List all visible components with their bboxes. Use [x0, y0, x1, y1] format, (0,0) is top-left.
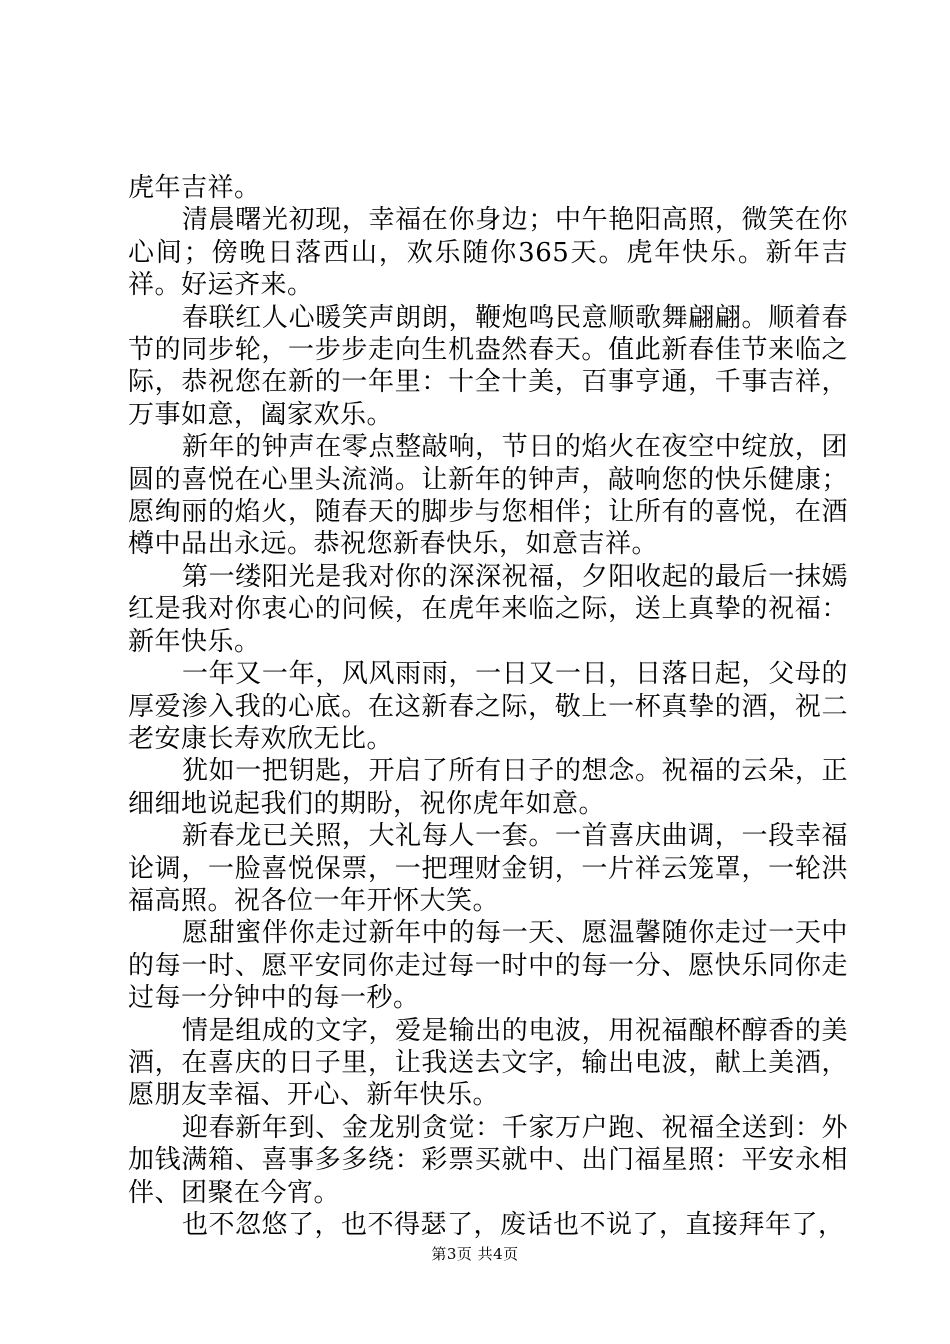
- paragraph: 清晨曙光初现，幸福在你身边；中午艳阳高照，微笑在你心间；傍晚日落西山，欢乐随你365天。虎年快乐。新年吉祥。好运齐来。: [128, 205, 848, 301]
- page-number-label: 第3页 共4页: [431, 1245, 519, 1263]
- paragraph: 虎年吉祥。: [128, 173, 261, 203]
- paragraph: 犹如一把钥匙，开启了所有日子的想念。祝福的云朵，正细细地说起我们的期盼，祝你虎年如意。: [128, 756, 848, 819]
- paragraph: 情是组成的文字，爱是输出的电波，用祝福酿杯醇香的美酒，在喜庆的日子里，让我送去文字，输出电波，献上美酒，愿朋友幸福、开心、新年快乐。: [128, 1015, 848, 1111]
- paragraph: 新年的钟声在零点整敲响，节日的焰火在夜空中绽放，团圆的喜悦在心里头流淌。让新年的钟声，敲响您的快乐健康；愿绚丽的焰火，随春天的脚步与您相伴；让所有的喜悦，在酒樽中品出永远。恭祝您新春快乐，如意吉祥。: [128, 432, 848, 560]
- paragraph: 第一缕阳光是我对你的深深祝福，夕阳收起的最后一抹嫣红是我对你衷心的问候，在虎年来临之际，送上真挚的祝福：新年快乐。: [128, 561, 848, 657]
- paragraph: 迎春新年到、金龙别贪觉：千家万户跑、祝福全送到：外加钱满箱、喜事多多绕：彩票买就中、出门福星照：平安永相伴、团聚在今宵。: [128, 1112, 848, 1208]
- paragraph: 新春龙已关照，大礼每人一套。一首喜庆曲调，一段幸福论调，一脸喜悦保票，一把理财金钥，一片祥云笼罩，一轮洪福高照。祝各位一年开怀大笑。: [128, 821, 848, 916]
- paragraph: 春联红人心暖笑声朗朗，鞭炮鸣民意顺歌舞翩翩。顺着春节的同步轮，一步步走向生机盎然春天。值此新春佳节来临之际，恭祝您在新的一年里：十全十美，百事亨通，千事吉祥，万事如意，阖家欢乐。: [128, 302, 848, 430]
- page-footer: [0, 1243, 950, 1264]
- paragraph: 愿甜蜜伴你走过新年中的每一天、愿温馨随你走过一天中的每一时、愿平安同你走过每一时中的每一分、愿快乐同你走过每一分钟中的每一秒。: [128, 918, 848, 1014]
- document-body: [128, 172, 848, 1241]
- paragraph: 也不忽悠了，也不得瑟了，废话也不说了，直接拜年了，: [182, 1210, 845, 1240]
- paragraph: 一年又一年，风风雨雨，一日又一日，日落日起，父母的厚爱渗入我的心底。在这新春之际，敬上一杯真挚的酒，祝二老安康长寿欢欣无比。: [128, 659, 848, 754]
